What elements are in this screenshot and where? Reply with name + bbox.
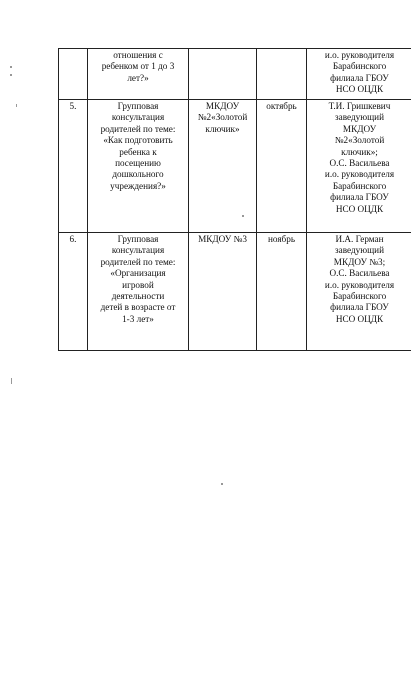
- scan-mark: [11, 378, 12, 384]
- event-date: [257, 49, 307, 100]
- event-place-line: МКДОУ: [205, 101, 240, 111]
- responsible-line: и.о. руководителя: [324, 169, 395, 180]
- responsible-line: заведующий: [335, 245, 384, 256]
- responsible-line: и.о. руководителя: [324, 279, 395, 290]
- event-name-line: 1-3 лет»: [122, 313, 154, 324]
- event-name-line: родителей по теме:: [100, 256, 176, 267]
- scan-speck: [242, 215, 244, 217]
- responsible-line: И.А. Герман: [335, 234, 384, 244]
- event-place: [189, 49, 257, 100]
- responsible-line: Барабинского: [332, 180, 387, 191]
- table-row: [59, 49, 411, 100]
- event-place: [189, 100, 257, 233]
- row-number: 6.: [59, 233, 88, 351]
- event-responsible: [307, 233, 411, 351]
- event-name-line: Групповая: [117, 101, 159, 111]
- responsible-line: филиала ГБОУ: [330, 302, 389, 313]
- event-name-line: игровой: [122, 279, 154, 290]
- table-row: [59, 233, 411, 351]
- event-name-line: отношения с: [113, 50, 163, 60]
- scan-mark: [16, 104, 17, 107]
- event-place-line: №2«Золотой: [197, 112, 248, 123]
- event-name-line: родителей по теме:: [100, 123, 176, 134]
- event-place-line: МКДОУ №3: [198, 234, 247, 244]
- event-name-line: дошкольного: [112, 169, 164, 180]
- responsible-line: №2«Золотой: [334, 135, 385, 146]
- responsible-line: филиала ГБОУ: [330, 72, 389, 83]
- event-name-line: консультация: [111, 112, 165, 123]
- events-table: [58, 48, 411, 351]
- event-name-line: ребенком от 1 до 3: [101, 61, 175, 72]
- event-responsible: [307, 49, 411, 100]
- row-number: [59, 49, 88, 100]
- event-name: [88, 100, 189, 233]
- table-row: [59, 100, 411, 233]
- event-date: октябрь: [257, 100, 307, 233]
- scan-speck: [10, 66, 12, 68]
- responsible-line: Барабинского: [332, 61, 387, 72]
- responsible-line: НСО ОЦДК: [335, 84, 384, 95]
- responsible-line: и.о. руководителя: [324, 50, 395, 60]
- responsible-line: Т.И. Гришкевич: [328, 101, 391, 111]
- responsible-line: заведующий: [335, 112, 384, 123]
- event-name: [88, 49, 189, 100]
- responsible-line: О.С. Васильева: [329, 268, 390, 279]
- event-name-line: деятельности: [111, 291, 165, 302]
- event-place-line: ключик»: [205, 123, 240, 134]
- event-name-line: «Организация: [110, 268, 166, 279]
- row-number: 5.: [59, 100, 88, 233]
- event-name-line: посещению: [115, 158, 161, 169]
- event-name-line: учреждения?»: [110, 180, 166, 191]
- event-name-line: лет?»: [127, 72, 149, 83]
- responsible-line: МКДОУ №3;: [333, 256, 386, 267]
- scan-speck: [10, 74, 12, 76]
- responsible-line: НСО ОЦДК: [335, 313, 384, 324]
- event-place: [189, 233, 257, 351]
- responsible-line: Барабинского: [332, 291, 387, 302]
- responsible-line: МКДОУ: [342, 123, 377, 134]
- responsible-line: филиала ГБОУ: [330, 192, 389, 203]
- event-responsible: [307, 100, 411, 233]
- responsible-line: О.С. Васильева: [329, 158, 390, 169]
- event-name-line: Групповая: [117, 234, 159, 244]
- event-name-line: детей в возрасте от: [100, 302, 176, 313]
- event-name-line: ребенка к: [119, 146, 157, 157]
- event-name-line: «Как подготовить: [103, 135, 173, 146]
- event-name-line: консультация: [111, 245, 165, 256]
- event-date: ноябрь: [257, 233, 307, 351]
- event-name: [88, 233, 189, 351]
- responsible-line: ключик»;: [341, 146, 378, 157]
- scan-speck: [221, 483, 223, 485]
- responsible-line: НСО ОЦДК: [335, 203, 384, 214]
